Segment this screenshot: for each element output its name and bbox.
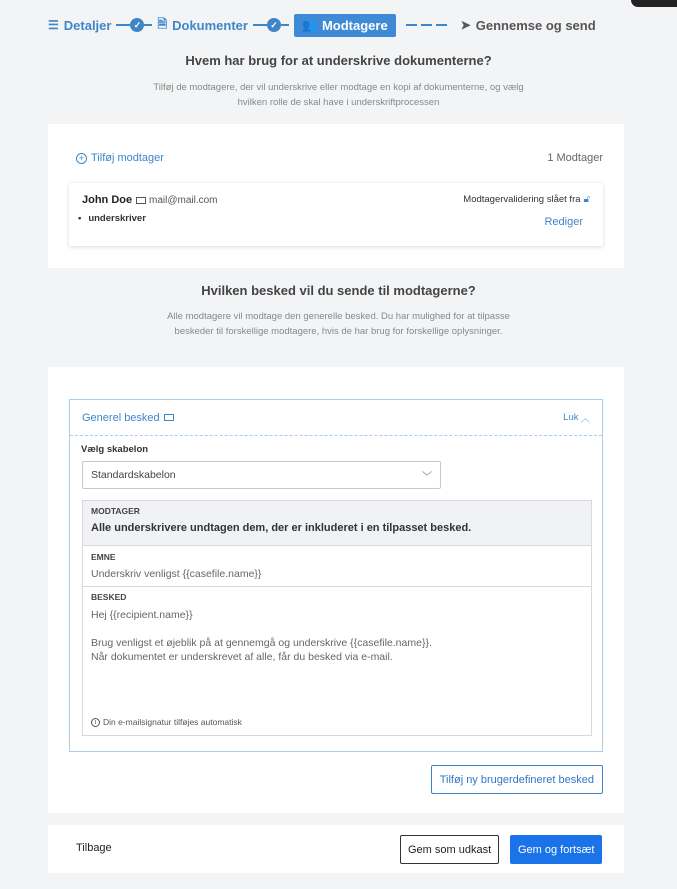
document-icon: 🗎	[157, 16, 168, 31]
mail-icon	[164, 414, 174, 421]
check-icon: ✓	[267, 18, 281, 32]
message-body-field[interactable]	[83, 587, 591, 735]
message-editor	[82, 500, 592, 736]
recipient-role: • underskriver	[78, 213, 146, 224]
to-value: Alle underskrivere undtagen dem, der er inkluderet i en tilpasset besked.	[91, 522, 472, 534]
signature-note-text: Din e-mailsignatur tilføjes automatisk	[103, 717, 242, 727]
recipients-heading: Hvem har brug for at underskrive dokumenterne?	[185, 53, 492, 68]
body-greeting[interactable]: Hej {{recipient.name}}	[91, 609, 193, 621]
recipients-description: Tilføj de modtagere, der vil underskrive eller modtage en kopi af dokumenterne, og vælg hvilken rolle de skal have i underskriftprocessen	[153, 82, 524, 108]
chevron-down-icon: ﹀	[422, 471, 432, 483]
template-label: Vælg skabelon	[81, 444, 149, 455]
template-select[interactable]	[82, 461, 441, 489]
info-icon: i	[91, 718, 100, 727]
step-documents[interactable]	[157, 15, 248, 36]
general-message-panel	[69, 399, 603, 752]
chevron-up-icon: ︿	[580, 413, 590, 425]
mail-icon	[136, 197, 146, 204]
recipients-card	[48, 124, 624, 268]
list-icon: ☰	[48, 18, 59, 32]
recipients-field	[83, 501, 591, 546]
signature-note	[91, 717, 242, 727]
save-draft-button[interactable]: Gem som udkast	[400, 835, 499, 864]
recipient-validation[interactable]	[463, 194, 590, 205]
step-label: Dokumenter	[172, 17, 248, 33]
footer-bar	[48, 825, 624, 873]
body-line[interactable]: Brug venligst et øjeblik på at gennemgå og underskrive {{casefile.name}}.	[91, 637, 432, 649]
add-recipient-label: Tilføj modtager	[91, 152, 164, 164]
body-line[interactable]: Når dokumentet er underskrevet af alle, får du besked via e-mail.	[91, 651, 393, 663]
collapse-label: Luk	[563, 412, 579, 423]
panel-title	[82, 412, 174, 424]
body-label: BESKED	[91, 592, 127, 602]
recipient-count: 1 Modtager	[547, 152, 603, 164]
users-icon: 👥	[301, 18, 317, 32]
step-label: Modtagere	[321, 17, 388, 33]
step-connector	[253, 18, 289, 32]
step-details[interactable]	[48, 18, 111, 33]
recipient-name: John Doe	[82, 194, 133, 206]
panel-header[interactable]	[70, 400, 602, 436]
message-description: Alle modtagere vil modtage den generelle besked. Du har mulighed for at tilpasse beskeder til forskellige modtagere, hvis de har brug for forskellige oplysninger.	[167, 311, 510, 337]
save-continue-button[interactable]: Gem og fortsæt	[510, 835, 602, 864]
send-icon: ➤	[460, 18, 471, 32]
window-corner	[631, 0, 677, 7]
subject-field[interactable]	[83, 546, 591, 587]
edit-recipient-link[interactable]: Rediger	[544, 216, 583, 228]
recipient-email	[136, 195, 218, 206]
add-recipient-button[interactable]	[76, 152, 164, 164]
step-connector-pending	[406, 24, 447, 26]
step-recipients[interactable]	[294, 14, 396, 37]
recipient-item	[69, 183, 603, 246]
step-label: Gennemse og send	[475, 17, 596, 33]
message-card	[48, 367, 624, 813]
step-label: Detaljer	[63, 17, 112, 33]
unlock-icon: 🔓︎	[583, 194, 590, 205]
progress-stepper	[48, 13, 596, 37]
plus-circle-icon: +	[76, 153, 87, 164]
subject-label: EMNE	[91, 552, 116, 562]
step-review-send[interactable]	[461, 18, 596, 33]
step-connector	[116, 18, 152, 32]
recipient-email-text: mail@mail.com	[149, 195, 218, 206]
check-icon: ✓	[130, 18, 144, 32]
validation-text: Modtagervalidering slået fra	[463, 194, 581, 205]
panel-title-text: Generel besked	[82, 411, 160, 424]
add-custom-message-button[interactable]: Tilføj ny brugerdefineret besked	[431, 765, 603, 794]
message-heading: Hvilken besked vil du sende til modtagerne?	[201, 283, 476, 298]
template-select-value: Standardskabelon	[91, 469, 176, 481]
subject-input[interactable]: Underskriv venligst {{casefile.name}}	[91, 568, 262, 580]
back-button[interactable]: Tilbage	[76, 842, 112, 854]
collapse-button[interactable]	[563, 411, 590, 425]
to-label: MODTAGER	[91, 506, 140, 516]
